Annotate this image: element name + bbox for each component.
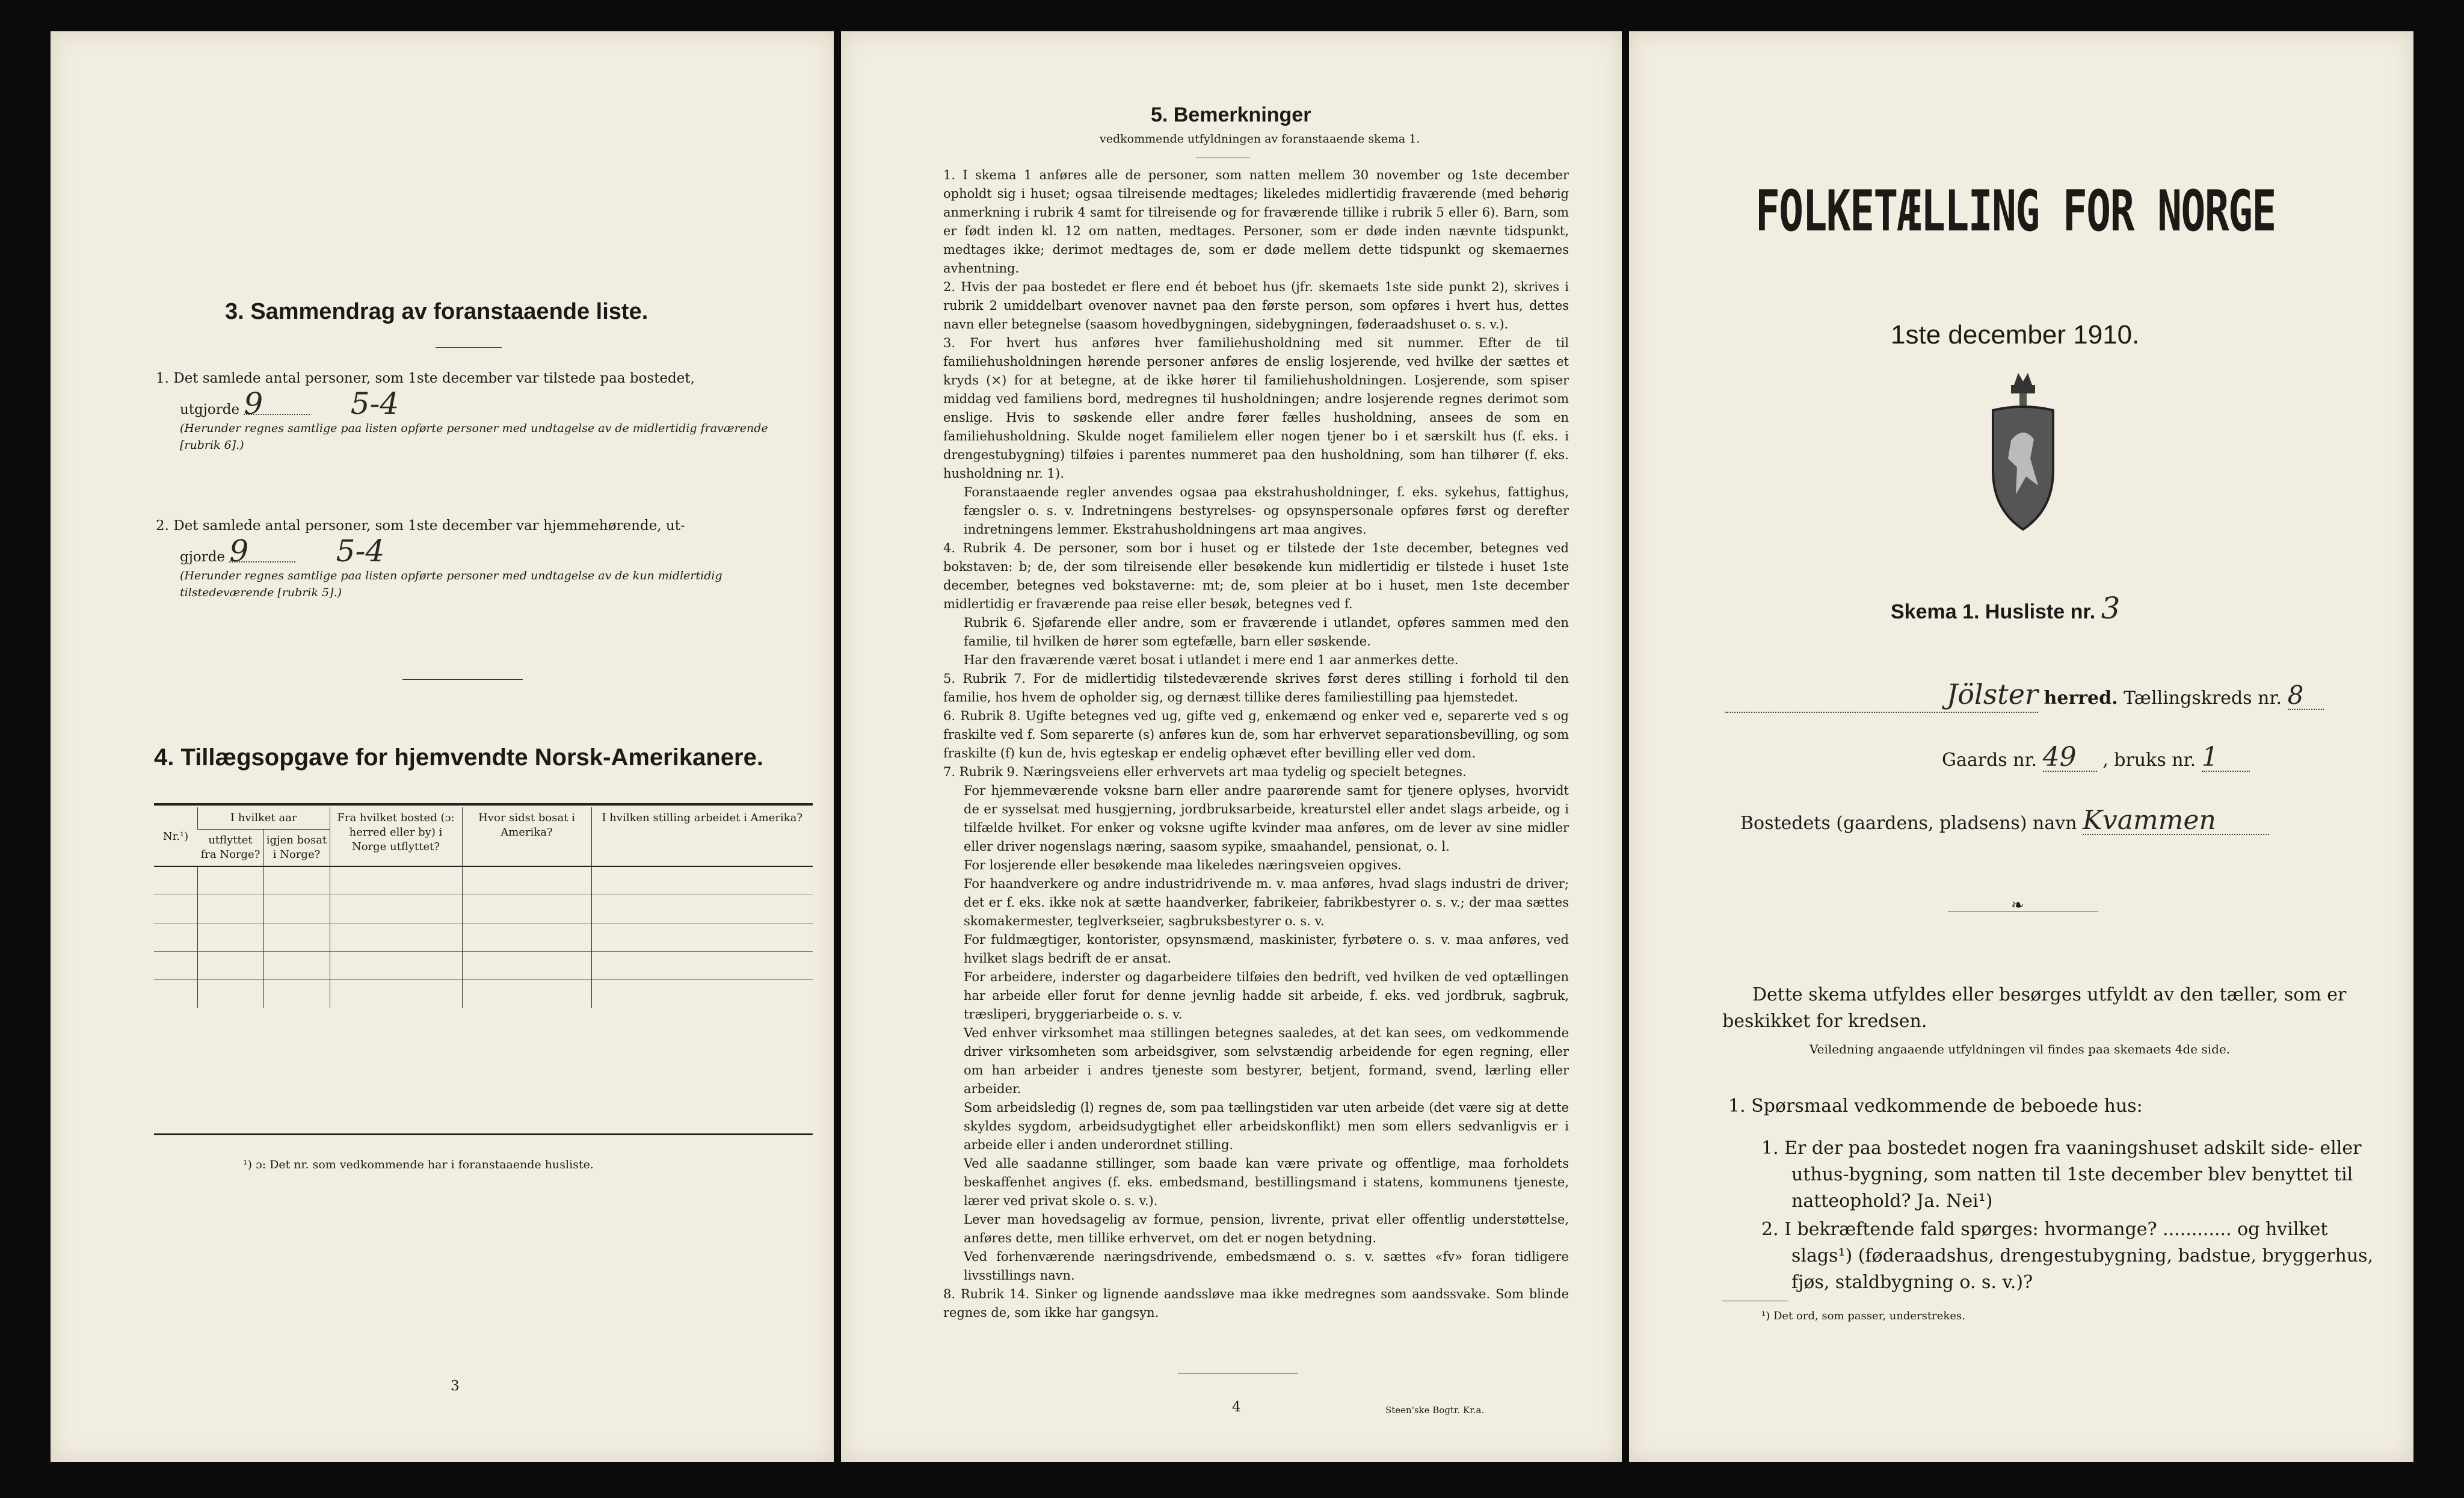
remark-paragraph: 7. Rubrik 9. Næringsveiens eller erhvervets art maa tydelig og specielt betegnes. [943,765,1467,779]
remark-paragraph: 3. For hvert hus anføres hver familiehusholdning med sit nummer. Efter de til familiehusholdningen hørende personer anføres de enslig losjerende, ved hvilke der sættes et kryds (×) for at betegne, at de ikke hører til familiehusholdningen. Losjerende, som spiser middag ved familiens bord, medregnes til husholdningen; andre losjerende regnes derimot som enslige. Hvis to søskende eller andre fører fælles husholdning, ansees de som en familiehusholdning. Skulde noget familielem eller nogen tjener bo i et særskilt hus (f. eks. i drengestubygning) tilføies i parentes nummeret paa den husholdning, som han tilhører (f. eks. husholdning nr. 1). [943,336,1569,481]
remark-paragraph: 8. Rubrik 14. Sinker og lignende aandssløve maa ikke medregnes som aandssvake. Som blinde regnes de, som ikke har gangsyn. [943,1287,1569,1320]
table-row [154,980,813,1008]
bosted-line [1740,807,2269,837]
page-number: 4 [1232,1399,1241,1415]
kreds-label: Tællingskreds nr. [2124,688,2282,709]
skema-text: Skema 1. Husliste nr. [1891,600,2096,623]
remark-paragraph: 2. Hvis der paa bostedet er flere end ét beboet hus (jfr. skemaets 1ste side punkt 2), skrives i rubrik 2 umiddelbart ovenover navnet paa den første person, som opføres i hvert hus, dettes navn eller betegnelse (saasom hovedbygningen, sidebygningen, føderaadshuset o. s. v.). [943,280,1569,331]
gaards-line [1942,744,2250,774]
question-1-title: 1. Spørsmaal vedkommende de beboede hus: [1728,1096,2143,1117]
table-row [154,923,813,952]
question-1-2: 2. I bekræftende fald spørges: hvormange? ............ og hvilket slags¹) (føderaadshus, drengestubygning, badstue, bryggerhus, fjøs, staldbygning o. s. v.)? [1761,1219,2374,1293]
page-3 [51,31,834,1462]
herred-label: herred. [2044,688,2118,709]
instruction: Dette skema utfyldes eller besørges utfyldt av den tæller, som er beskikket for kredsen. [1722,984,2347,1032]
col-occupation: I hvilken stilling arbeidet i Amerika? [591,807,813,866]
present-count-breakdown: 5-4 [350,386,399,421]
remark-paragraph: For fuldmægtiger, kontorister, opsynsmænd, maskinister, fyrbøtere o. s. v. maa anføres, ved hvilket slags bedrift de er ansat. [964,932,1569,966]
coat-of-arms-icon [1987,368,2059,561]
remark-paragraph: For losjerende eller besøkende maa likeledes næringsveien opgives. [964,858,1402,872]
gaards-label: Gaards nr. [1942,750,2037,771]
page-number: 3 [451,1378,460,1394]
remark-paragraph: 6. Rubrik 8. Ugifte betegnes ved ug, gifte ved g, enkemænd og enker ved e, separerte ved s og fraskilte ved f. Som separerte (s) anføres kun de, som har erhvervet separationsbevilling, og som fraskilte (f) kun de, hvis egteskap er endelig ophævet efter bevilling eller ved dom. [943,709,1569,760]
remark-paragraph: For hjemmeværende voksne barn eller andre paarørende samt for tjenere oplyses, hvorvidt de er sysselsat med husgjerning, jordbruksarbeide, kreaturstel eller andet slags arbeide, og i tilfælde hvilket. For enker og voksne ugifte kvinder maa anføres, om de lever av sine midler eller driver nogenslags næring, saasom sypike, smaahandel, pensionat, o. l. [964,783,1569,854]
bosted-label: Bostedets (gaardens, pladsens) navn [1740,813,2077,834]
cover-page [1629,31,2413,1462]
divider [402,679,523,680]
kreds-value: 8 [2288,682,2324,710]
remark-paragraph: Lever man hovedsagelig av formue, pension, livrente, privat eller offentlig understøttelse, anføres dette, men tillike erhvervet, om det er nogen betydning. [964,1212,1569,1245]
ornament-icon: ❧ [2011,896,2024,914]
table-row [154,895,813,923]
husliste-number: 3 [2101,591,2121,626]
remark-paragraph: Som arbeidsledig (l) regnes de, som paa tællingstiden var uten arbeide (det være sig at dette skyldes sygdom, arbeidsudygtighet eller arbeidskonflikt) men som ellers sedvanligvis er i arbeide eller i anden underordnet stilling. [964,1100,1569,1152]
remark-paragraph: Foranstaaende regler anvendes ogsaa paa ekstrahusholdninger, f. eks. sykehus, fattighus, fængsler o. s. v. Indretningens bestyrelses- og opsynspersonale opføres først og derefter indretningens lemmer. Ekstrahusholdningens art maa angives. [964,485,1569,537]
table-bottom-rule [154,1133,813,1135]
resident-count-breakdown: 5-4 [336,534,385,569]
col-emigrated: utflyttet fra Norge? [200,834,260,861]
present-count: 9 [244,393,310,415]
remarks-title: 5. Bemerkninger [1151,103,1311,126]
col-returned: igjen bosat i Norge? [263,830,330,867]
summary-item-1-note: (Herunder regnes samtlige paa listen opførte personer med undtagelse av de midlertidig fraværende [rubrik 6].) [180,422,768,452]
table-row [154,866,813,895]
question-1-1: 1. Er der paa bostedet nogen fra vaaningshuset adskilt side- eller uthus-bygning, som natten til 1ste december blev benyttet til natteophold? Ja. Nei¹) [1761,1138,2362,1212]
summary-item-1 [156,368,818,454]
remark-paragraph: 4. Rubrik 4. De personer, som bor i huset og er tilstede der 1ste december, betegnes ved bokstaven: b; de, der som tilreisende eller besøkende kun midlertidig er tilstede i huset 1ste december, betegnes ved bokstaverne: mt; de, som pleier at bo i huset, men 1ste december midlertidig er fraværende paa reise eller besøk, betegnes ved f. [943,541,1569,611]
printer-mark: Steen'ske Bogtr. Kr.a. [1385,1405,1485,1416]
herred-line [1725,678,2351,713]
bosted-value: Kvammen [2083,807,2269,835]
col-from-place: Fra hvilket bosted (ɔ: herred eller by) i Norge utflyttet? [330,807,462,866]
col-last-residence: Hvor sidst bosat i Amerika? [462,807,591,866]
divider [436,347,502,348]
table-top-rule [154,803,813,806]
utgjorde-label: utgjorde [180,402,240,418]
remark-paragraph: Har den fraværende været bosat i utlandet i mere end 1 aar anmerkes dette. [964,653,1459,667]
norsk-amerikanere-table [154,807,813,1008]
resident-count: 9 [229,541,295,563]
col-group-year: I hvilket aar [198,807,330,830]
table-row [154,952,813,980]
remarks-subtitle: vedkommende utfyldningen av foranstaaende skema 1. [1100,132,1420,146]
remarks-body [943,166,1569,1322]
page-4 [841,31,1622,1462]
bruks-label: , bruks nr. [2102,750,2196,771]
summary-item-2-text: 2. Det samlede antal personer, som 1ste december var hjemmehørende, ut- [156,518,685,534]
remark-paragraph: 5. Rubrik 7. For de midlertidig tilstedeværende skrives først deres stilling i forhold til den familie, hos hvem de opholder sig, og dernæst tillike deres familiestilling paa hjemstedet. [943,671,1569,704]
herred-value: Jölster [1946,678,2038,710]
remark-paragraph: For arbeidere, inderster og dagarbeidere tilføies den bedrift, ved hvilken de ved optællingen har arbeide eller forut for denne jevnlig hadde sit arbeide, f. eks. ved jordbruk, sagbruk, træsliperi, bryggeriarbeide o. s. v. [964,970,1569,1022]
bruks-value: 1 [2202,744,2250,772]
remark-paragraph: Ved alle saadanne stillinger, som baade kan være private og offentlige, maa forholdets beskaffenhet angives (f. eks. embedsmand, bestillingsmand i statens, kommunens tjeneste, lærer ved privat skole o. s. v.). [964,1156,1569,1208]
census-date: 1ste december 1910. [1891,320,2140,350]
footnote: ¹) Det ord, som passer, understrekes. [1761,1310,1965,1322]
remark-paragraph: Ved forhenværende næringsdrivende, embedsmænd o. s. v. sættes «fv» foran tidligere livsstillings navn. [964,1250,1569,1283]
summary-item-2-note: (Herunder regnes samtlige paa listen opførte personer med undtagelse av de kun midlertidig tilstedeværende [rubrik 5].) [180,569,722,599]
instruction-small: Veiledning angaaende utfyldningen vil findes paa skemaets 4de side. [1810,1042,2231,1056]
gaards-value: 49 [2043,744,2097,772]
utgjorde-label: gjorde [180,549,226,565]
section-4-title: 4. Tillægsopgave for hjemvendte Norsk-Amerikanere. [154,744,763,771]
remark-paragraph: Rubrik 6. Sjøfarende eller andre, som er fraværende i utlandet, opføres sammen med den familie, til hvilken de hører som egtefælle, barn eller søskende. [964,615,1569,649]
census-title: FOLKETÆLLING FOR NORGE [1755,179,2276,244]
skema-label [1891,591,2120,626]
summary-item-2 [156,516,818,601]
remark-paragraph: Ved enhver virksomhet maa stillingen betegnes saaledes, at det kan sees, om vedkommende driver virksomheten som arbeidsgiver, som selvstændig arbeidende for egen regning, eller om han arbeider i andres tjeneste som bestyrer, betjent, formand, svend, lærling eller arbeider. [964,1026,1569,1096]
summary-item-1-text: 1. Det samlede antal personer, som 1ste december var tilstede paa bostedet, [156,371,695,386]
section-3-title: 3. Sammendrag av foranstaaende liste. [225,299,648,324]
remark-paragraph: 1. I skema 1 anføres alle de personer, som natten mellem 30 november og 1ste december opholdt sig i huset; ogsaa tilreisende medtages; likeledes midlertidig fraværende (med behørig anmerkning i rubrik 4 samt for tilreisende og for fraværende tillike i rubrik 5 eller 6). Barn, som er født inden kl. 12 om natten, medtages. Personer, som er døde inden nævnte tidspunkt, medtages ikke; derimot medtages de, som er døde mellem dette tidspunkt og skemaernes avhentning. [943,168,1569,276]
footnote: ¹) ɔ: Det nr. som vedkommende har i foranstaaende husliste. [243,1158,594,1171]
col-nr: Nr.¹) [162,830,189,843]
remark-paragraph: For haandverkere og andre industridrivende m. v. maa anføres, hvad slags industri de driver; det er f. eks. ikke nok at sætte haandverker, fabrikeier, fabrikbestyrer o. s. v.; der maa sættes skomakermester, teglverkseier, sagbruksbestyrer o. s. v. [964,877,1569,928]
